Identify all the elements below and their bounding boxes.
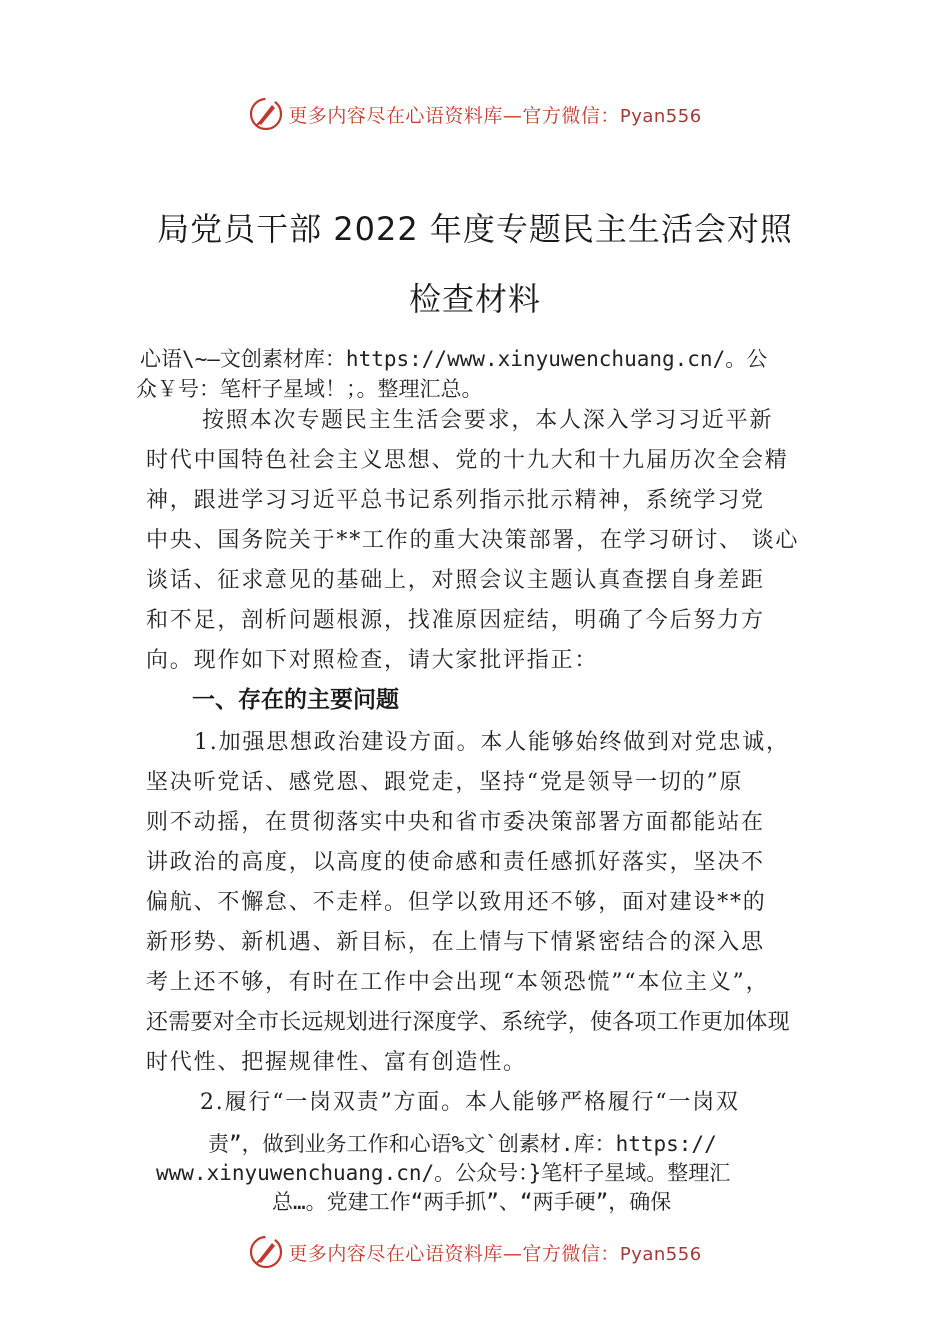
item2-line: www.xinyuwenchuang.cn/。公众号：}笔杆子星域。整理汇 (156, 1161, 731, 1185)
item1-line: 坚决听党话、感党恩、跟党走，坚持“党是领导一切的”原 (146, 770, 744, 795)
intro-line: 按照本次专题民主生活会要求，本人深入学习习近平新 (202, 408, 774, 433)
intro-line: 中央、国务院关于**工作的重大决策部署，在学习研讨、 谈心 (146, 528, 800, 553)
item2-line: 总…。党建工作“两手抓”、“两手硬”，确保 (272, 1190, 672, 1214)
document-title-line-2: 检查材料 (408, 280, 541, 318)
watermark-banner-top (0, 94, 950, 134)
source-note-line-1: 心语\~—文创素材库：https://www.xinyuwenchuang.cn/。公 (140, 347, 768, 371)
section-heading: 一、存在的主要问题 (192, 687, 399, 713)
quill-pen-circle-icon (248, 96, 284, 132)
item2-line: 2.履行“一岗双责”方面。本人能够严格履行“一岗双 (200, 1090, 740, 1115)
intro-line: 时代中国特色社会主义思想、党的十九大和十九届历次全会精 (146, 448, 789, 473)
watermark-banner-bottom (0, 1232, 950, 1272)
item1-line: 讲政治的高度，以高度的使命感和责任感抓好落实，坚决不 (146, 850, 765, 875)
item2-line: 责”，做到业务工作和心语%文`创素材.库：https:// (208, 1132, 717, 1156)
quill-pen-circle-icon (248, 1234, 284, 1270)
intro-line: 向。现作如下对照检查，请大家批评指正： (146, 648, 599, 673)
item1-line: 新形势、新机遇、新目标，在上情与下情紧密结合的深入思 (146, 930, 765, 955)
watermark-label: 更多内容尽在心语资料库—官方微信： (288, 104, 620, 127)
intro-line: 神，跟进学习习近平总书记系列指示批示精神，系统学习党 (146, 488, 765, 513)
intro-line: 和不足，剖析问题根源，找准原因症结，明确了今后努力方 (146, 608, 765, 633)
watermark-text (288, 101, 701, 128)
item1-line: 偏航、不懈怠、不走样。但学以致用还不够，面对建设**的 (146, 890, 767, 915)
item1-line: 则不动摇，在贯彻落实中央和省市委决策部署方面都能站在 (146, 810, 765, 835)
wechat-id: Pyan556 (619, 1243, 702, 1265)
watermark-label: 更多内容尽在心语资料库—官方微信： (288, 1242, 620, 1265)
document-title-line-1: 局党员干部 2022 年度专题民主生活会对照 (157, 210, 793, 248)
watermark-text (288, 1239, 701, 1266)
item1-line: 考上还不够，有时在工作中会出现“本领恐慌”“本位主义”， (146, 970, 770, 995)
item1-line: 还需要对全市长远规划进行深度学、系统学，使各项工作更加体现 (146, 1010, 790, 1035)
intro-line: 谈话、征求意见的基础上，对照会议主题认真查摆自身差距 (146, 568, 765, 593)
item1-line: 时代性、把握规律性、富有创造性。 (146, 1050, 527, 1075)
wechat-id: Pyan556 (619, 105, 702, 127)
item1-line: 1.加强思想政治建设方面。本人能够始终做到对党忠诚， (194, 730, 790, 755)
source-note-line-2: 众￥号：笔杆子星域！；。整理汇总。 (136, 377, 483, 401)
